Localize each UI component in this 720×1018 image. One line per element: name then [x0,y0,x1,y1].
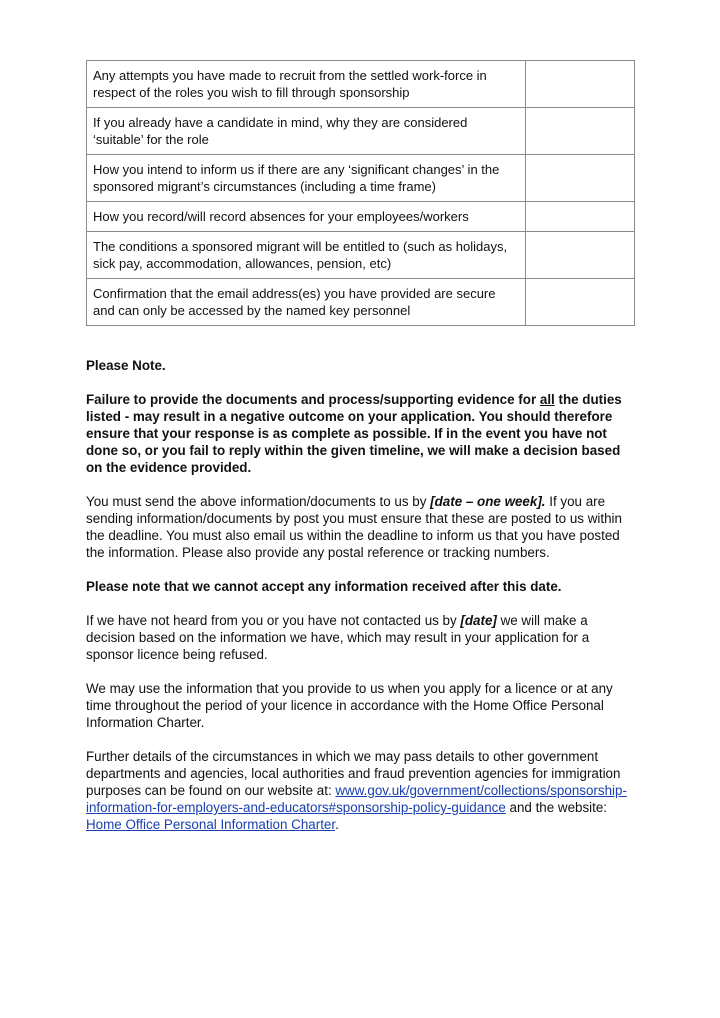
table-row [87,108,635,155]
not-heard-text: If we have not heard from you or you have not contacted us by [86,613,461,628]
table-question-cell: How you record/will record absences for your employees/workers [87,202,526,232]
table-response-cell [525,232,635,279]
date-placeholder: [date] [460,613,497,628]
personal-information-charter-link[interactable]: Home Office Personal Information Charter [86,817,336,832]
document-page [86,60,636,833]
date-placeholder: [date – one week]. [430,494,546,509]
further-details-paragraph [86,748,636,833]
sponsorship-guidance-link[interactable]: www.gov.uk/government/collections/sponsorship-information-for-employers-and-educators#sponsorship-policy-guidance [86,783,627,815]
further-text: Further details of the circumstances in which we may pass details to other government departments and agencies, local authorities and fraud prevention agencies for immigration purposes can be found on our website at: [86,749,621,798]
table-response-cell [525,202,635,232]
table-row [87,155,635,202]
use-info-paragraph: We may use the information that you provide to us when you apply for a licence or at any time throughout the period of your licence in accordance with the Home Office Personal Information Charter. [86,681,613,730]
table-row [87,232,635,279]
deadline-warning: Please note that we cannot accept any information received after this date. [86,579,562,594]
table-response-cell [525,155,635,202]
table-response-cell [525,108,635,155]
further-text: and the website: [505,800,608,815]
warning-emphasis: all [539,392,555,407]
table-question-cell: The conditions a sponsored migrant will be entitled to (such as holidays, sick pay, accommodation, allowances, pension, etc) [87,232,526,279]
table-row [87,61,635,108]
send-text: You must send the above information/documents to us by [86,494,431,509]
table-question-cell: Any attempts you have made to recruit from the settled work-force in respect of the roles you wish to fill through sponsorship [87,61,526,108]
send-paragraph [86,493,636,561]
warning-paragraph [86,391,636,476]
table-question-cell: Confirmation that the email address(es) you have provided are secure and can only be accessed by the named key personnel [87,279,526,326]
table-question-cell: If you already have a candidate in mind, why they are considered ‘suitable’ for the role [87,108,526,155]
table-row [87,279,635,326]
table-response-cell [525,279,635,326]
send-text: If you are sending information/documents by post you must ensure that these are posted to us within the deadline. You must also email us within the deadline to inform us that you have posted the information. Please also provide any postal reference or tracking numbers. [86,494,622,560]
further-text: . [335,817,339,832]
not-heard-text: we will make a decision based on the information we have, which may result in your application for a sponsor licence being refused. [86,613,590,662]
warning-text: the duties listed - may result in a negative outcome on your application. You should therefore ensure that your response is as complete as possible. If in the event you have not done so, or you fail to reply within the given timeline, we will make a decision based on the evidence provided. [86,392,622,475]
table-response-cell [525,61,635,108]
note-heading: Please Note. [86,358,166,373]
warning-text: Failure to provide the documents and process/supporting evidence for [86,392,540,407]
table-question-cell: How you intend to inform us if there are any ‘significant changes’ in the sponsored migrant’s circumstances (including a time frame) [87,155,526,202]
table-row [87,202,635,232]
not-heard-paragraph [86,612,636,663]
requirements-table [86,60,635,326]
